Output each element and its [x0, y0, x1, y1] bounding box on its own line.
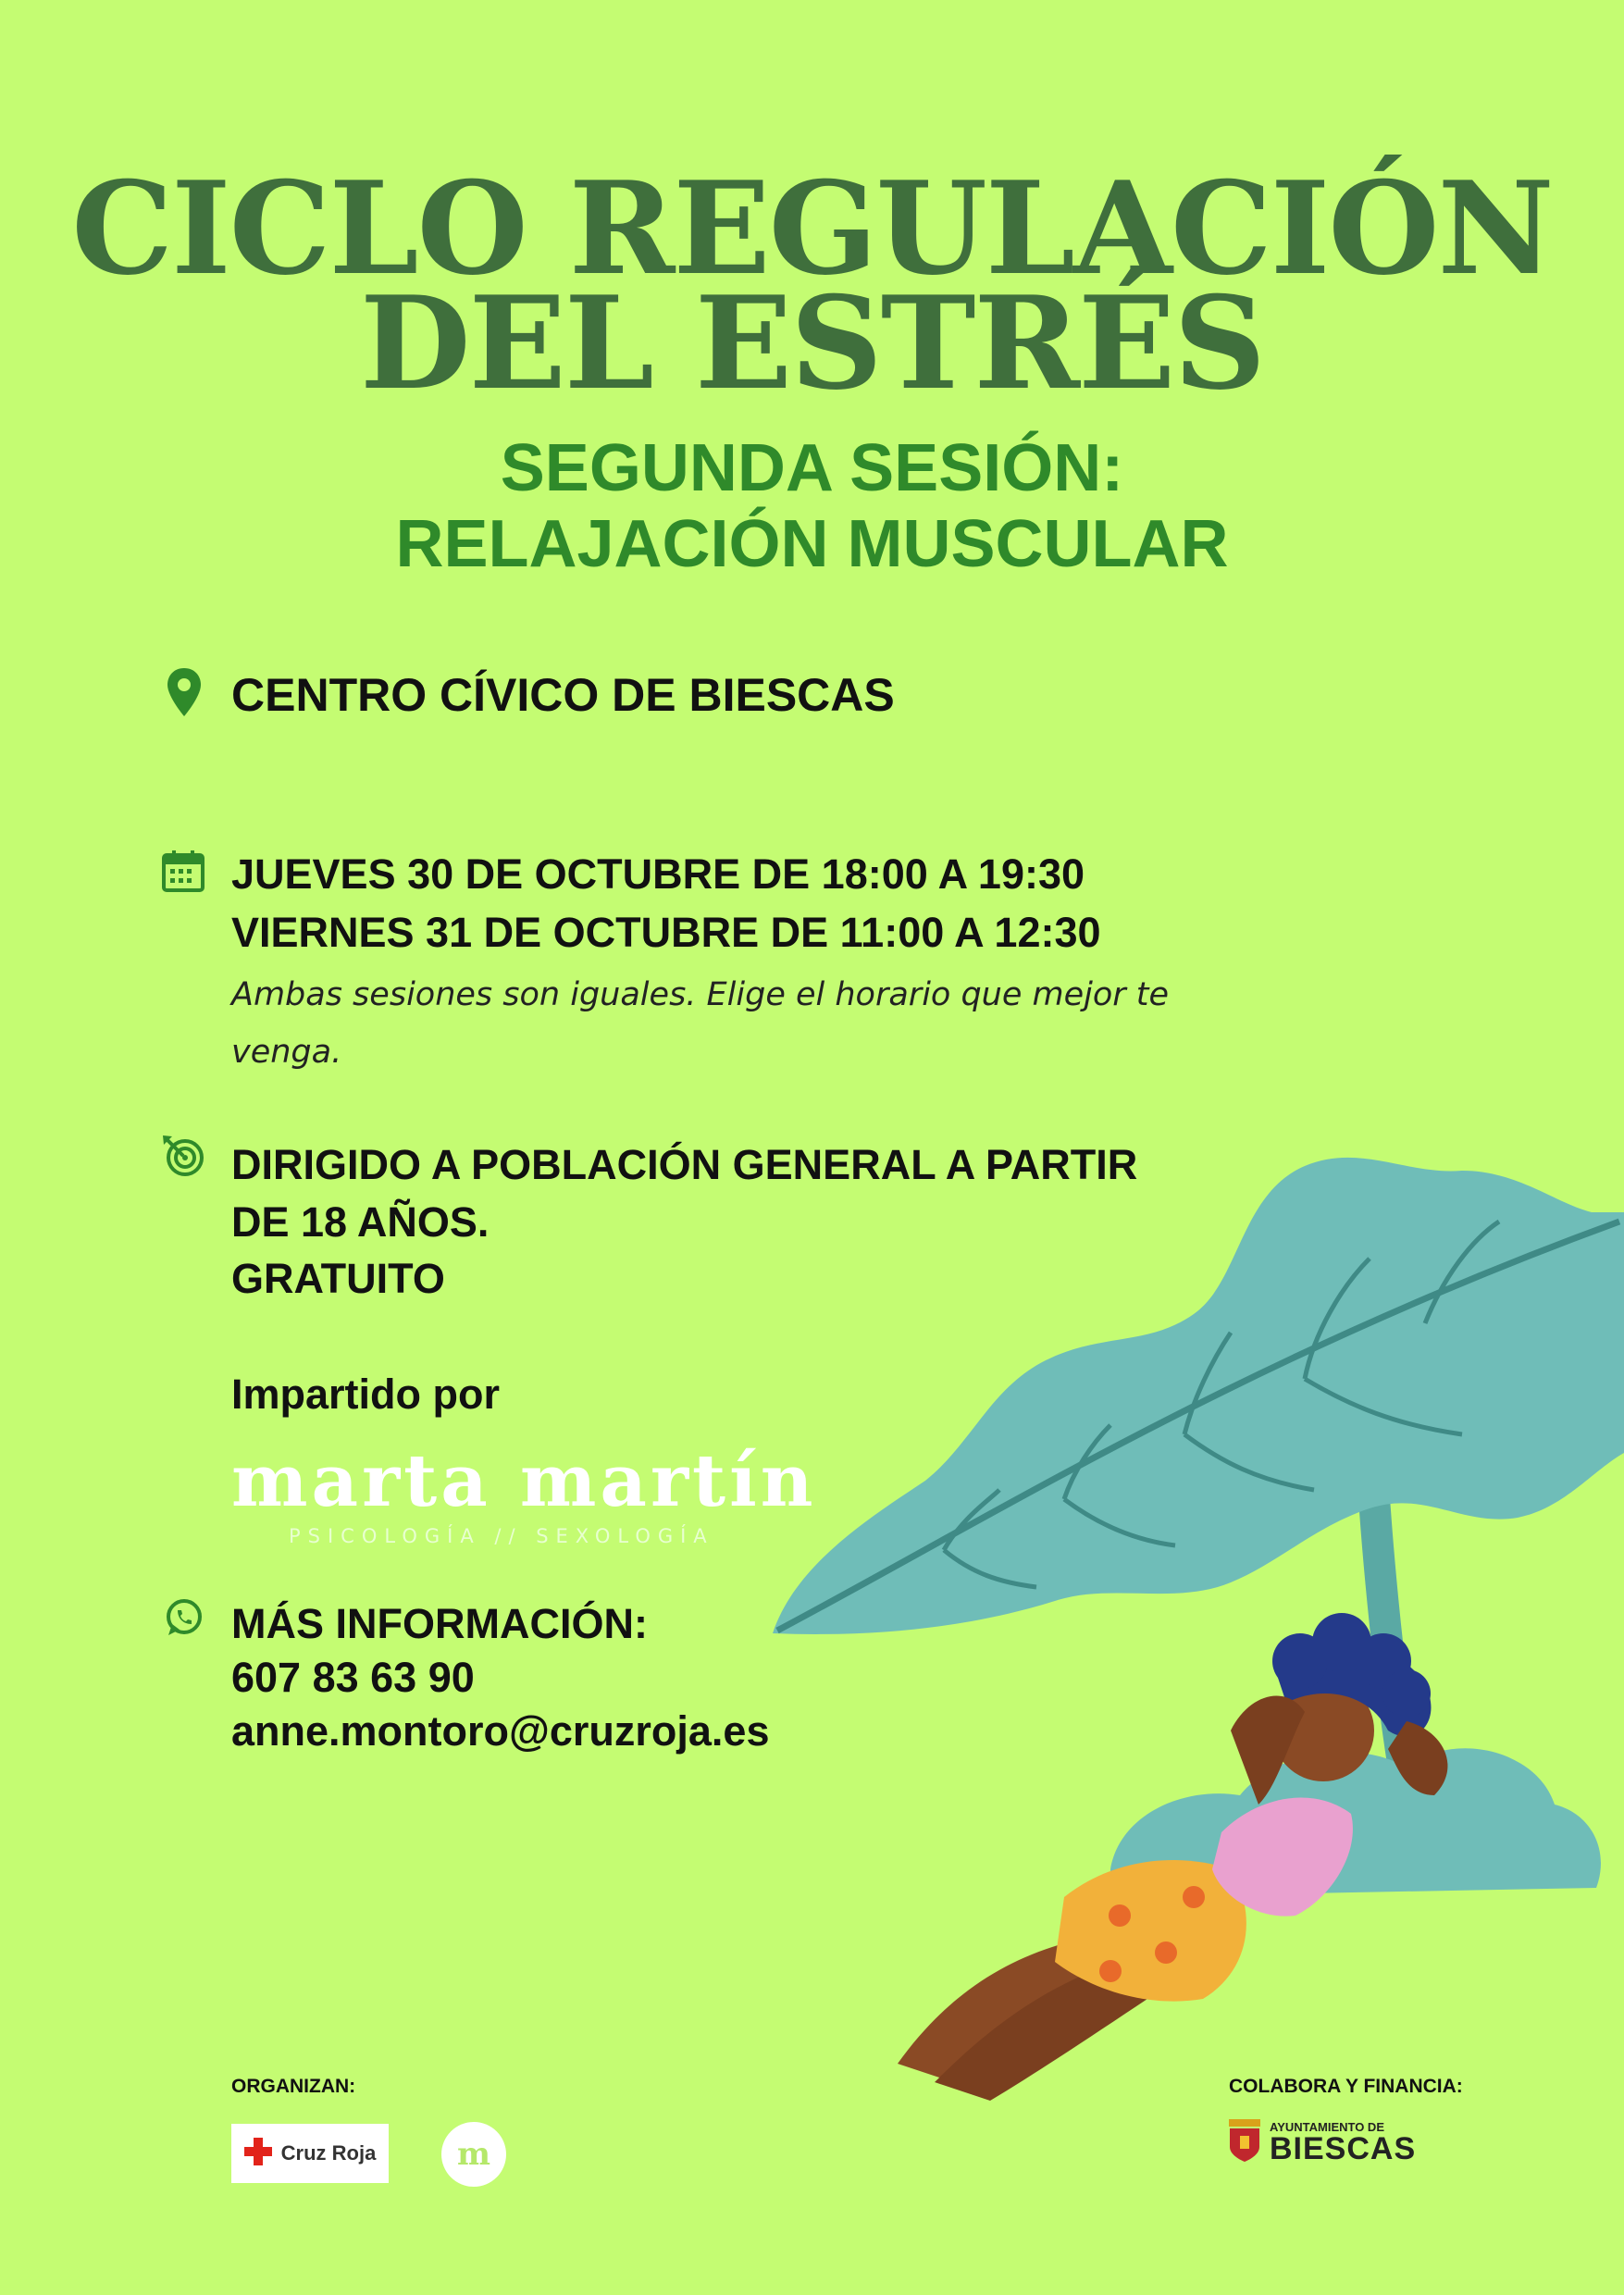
ayuntamiento-big-text: BIESCAS: [1270, 2130, 1417, 2166]
audience-line-3: GRATUITO: [231, 1255, 445, 1302]
location-pin-icon: [165, 666, 204, 718]
instructor-brand-tagline: PSICOLOGÍA // SEXOLOGÍA: [289, 1525, 714, 1547]
ayuntamiento-small-text: AYUNTAMIENTO DE: [1270, 2119, 1384, 2134]
leaf-illustration: [759, 1083, 1624, 2114]
calendar-icon: [161, 850, 205, 894]
contact-email[interactable]: anne.montoro@cruzroja.es: [231, 1707, 770, 1755]
organizers-label: ORGANIZAN:: [231, 2076, 356, 2097]
schedule-note-line-2: venga.: [231, 1034, 342, 1071]
marta-martin-logo: m: [441, 2122, 506, 2187]
instructor-brand-name: marta martín: [231, 1439, 817, 1523]
red-cross-logo: [231, 2124, 389, 2183]
red-cross-icon: [244, 2138, 272, 2169]
schedule-note-line-1: Ambas sesiones son iguales. Elige el horario que mejor te: [231, 976, 1170, 1013]
ayuntamiento-logo: [1227, 2119, 1416, 2165]
coat-of-arms-icon: [1227, 2119, 1262, 2165]
contact-label: MÁS INFORMACIÓN:: [231, 1600, 648, 1647]
audience-line-2: DE 18 AÑOS.: [231, 1198, 490, 1246]
subtitle-line-2: RELAJACIÓN MUSCULAR: [395, 507, 1229, 581]
schedule-line-1: JUEVES 30 DE OCTUBRE DE 18:00 A 19:30: [231, 850, 1085, 898]
title-line-2: DEL ESTRÉS: [360, 267, 1264, 418]
title-line-1: CICLO REGULACIÓN: [71, 153, 1553, 304]
location-text: CENTRO CÍVICO DE BIESCAS: [231, 669, 895, 721]
red-cross-text: Cruz Roja: [280, 2141, 377, 2165]
target-icon: [161, 1134, 205, 1178]
sponsor-label: COLABORA Y FINANCIA:: [1229, 2076, 1463, 2097]
whatsapp-icon: [165, 1598, 204, 1637]
instructor-label: Impartido por: [231, 1371, 500, 1418]
audience-line-1: DIRIGIDO A POBLACIÓN GENERAL A PARTIR: [231, 1141, 1138, 1188]
contact-phone[interactable]: 607 83 63 90: [231, 1654, 475, 1701]
subtitle-line-1: SEGUNDA SESIÓN:: [500, 431, 1124, 505]
schedule-line-2: VIERNES 31 DE OCTUBRE DE 11:00 A 12:30: [231, 909, 1101, 956]
